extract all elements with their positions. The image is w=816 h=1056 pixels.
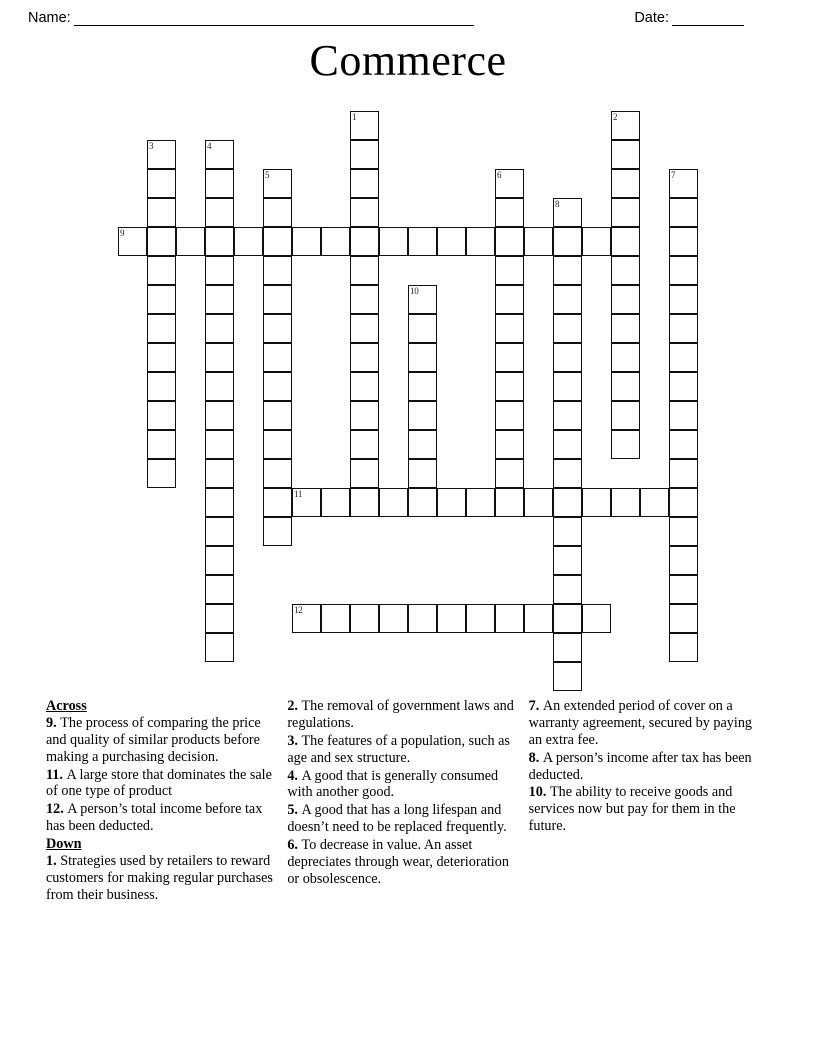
grid-cell[interactable] bbox=[263, 488, 292, 517]
grid-cell[interactable] bbox=[437, 604, 466, 633]
grid-cell[interactable] bbox=[147, 169, 176, 198]
clue-text: A person’s total income before tax has been deducted. bbox=[46, 801, 263, 835]
grid-cell[interactable] bbox=[147, 459, 176, 488]
grid-cell[interactable] bbox=[205, 285, 234, 314]
grid-cell[interactable] bbox=[205, 256, 234, 285]
grid-cell[interactable] bbox=[669, 198, 698, 227]
grid-cell[interactable] bbox=[495, 198, 524, 227]
grid-cell[interactable] bbox=[379, 227, 408, 256]
grid-cell-number: 9 bbox=[120, 227, 125, 238]
clue-text: The removal of government laws and regulations. bbox=[287, 698, 514, 731]
grid-cell[interactable] bbox=[147, 372, 176, 401]
clue-item bbox=[529, 698, 757, 749]
grid-cell[interactable] bbox=[263, 314, 292, 343]
grid-cell[interactable] bbox=[611, 488, 640, 517]
grid-cell[interactable] bbox=[611, 285, 640, 314]
clue-text: An extended period of cover on a warranty agreement, secured by paying an extra fee. bbox=[528, 698, 753, 748]
grid-cell[interactable] bbox=[437, 488, 466, 517]
grid-cell[interactable] bbox=[292, 604, 321, 633]
grid-cell[interactable] bbox=[147, 430, 176, 459]
grid-cell[interactable] bbox=[350, 401, 379, 430]
clue-item bbox=[46, 853, 274, 904]
clue-number: 11. bbox=[46, 766, 67, 783]
grid-cell[interactable] bbox=[611, 169, 640, 198]
grid-cell[interactable] bbox=[263, 198, 292, 227]
grid-cell[interactable] bbox=[350, 169, 379, 198]
grid-cell[interactable] bbox=[553, 314, 582, 343]
clue-text: A large store that dominates the sale of one type of product bbox=[46, 766, 272, 800]
grid-cell[interactable] bbox=[147, 140, 176, 169]
grid-cell[interactable] bbox=[524, 604, 553, 633]
grid-cell[interactable] bbox=[350, 285, 379, 314]
grid-cell[interactable] bbox=[524, 227, 553, 256]
grid-cell[interactable] bbox=[669, 256, 698, 285]
grid-cell[interactable] bbox=[553, 343, 582, 372]
grid-cell[interactable] bbox=[205, 343, 234, 372]
clue-item bbox=[287, 837, 515, 888]
grid-cell[interactable] bbox=[350, 372, 379, 401]
grid-cell[interactable] bbox=[350, 256, 379, 285]
grid-cell[interactable] bbox=[553, 198, 582, 227]
grid-cell[interactable] bbox=[611, 372, 640, 401]
grid-cell[interactable] bbox=[205, 227, 234, 256]
grid-cell[interactable] bbox=[553, 430, 582, 459]
grid-cell-number: 3 bbox=[149, 140, 154, 151]
grid-cell[interactable] bbox=[408, 459, 437, 488]
grid-cell[interactable] bbox=[321, 604, 350, 633]
grid-cell[interactable] bbox=[495, 256, 524, 285]
grid-cell-number: 8 bbox=[555, 198, 560, 209]
clue-text: A person’s income after tax has been deducted. bbox=[528, 749, 752, 783]
clue-number: 12. bbox=[46, 801, 68, 818]
grid-cell[interactable] bbox=[495, 401, 524, 430]
grid-cell[interactable] bbox=[553, 604, 582, 633]
grid-cell[interactable] bbox=[205, 314, 234, 343]
grid-cell[interactable] bbox=[205, 430, 234, 459]
clue-column bbox=[529, 698, 770, 998]
clue-text: To decrease in value. An asset depreciates through wear, deterioration or obsolescence. bbox=[287, 837, 509, 887]
grid-cell[interactable] bbox=[263, 227, 292, 256]
grid-cell[interactable] bbox=[611, 256, 640, 285]
grid-cell[interactable] bbox=[437, 227, 466, 256]
grid-cell[interactable] bbox=[495, 343, 524, 372]
grid-cell[interactable] bbox=[669, 169, 698, 198]
grid-cell[interactable] bbox=[611, 430, 640, 459]
grid-cell[interactable] bbox=[205, 372, 234, 401]
grid-cell-number: 10 bbox=[410, 285, 419, 296]
grid-cell[interactable] bbox=[611, 314, 640, 343]
grid-cell[interactable] bbox=[321, 488, 350, 517]
grid-cell[interactable] bbox=[147, 401, 176, 430]
clue-number: 9. bbox=[46, 714, 61, 731]
grid-cell[interactable] bbox=[669, 517, 698, 546]
grid-cell[interactable] bbox=[408, 488, 437, 517]
grid-cell[interactable] bbox=[582, 227, 611, 256]
grid-cell[interactable] bbox=[263, 517, 292, 546]
grid-cell[interactable] bbox=[495, 372, 524, 401]
grid-cell[interactable] bbox=[553, 285, 582, 314]
grid-cell[interactable] bbox=[611, 111, 640, 140]
clue-number: 5. bbox=[287, 802, 302, 819]
grid-cell[interactable] bbox=[147, 343, 176, 372]
clue-item bbox=[46, 801, 274, 835]
clue-item bbox=[287, 698, 515, 732]
grid-cell[interactable] bbox=[205, 575, 234, 604]
grid-cell[interactable] bbox=[669, 401, 698, 430]
clue-item bbox=[529, 750, 757, 784]
grid-cell[interactable] bbox=[495, 459, 524, 488]
grid-cell[interactable] bbox=[263, 256, 292, 285]
clue-number: 1. bbox=[46, 853, 61, 870]
grid-cell[interactable] bbox=[669, 285, 698, 314]
grid-cell-number: 2 bbox=[613, 111, 618, 122]
clue-text: The features of a population, such as age and sex structure. bbox=[287, 732, 510, 766]
grid-cell[interactable] bbox=[263, 372, 292, 401]
clue-text: Strategies used by retailers to reward customers for making regular purchases from their business. bbox=[46, 853, 273, 903]
grid-cell[interactable] bbox=[669, 430, 698, 459]
grid-cell[interactable] bbox=[408, 401, 437, 430]
grid-cell[interactable] bbox=[408, 314, 437, 343]
grid-cell[interactable] bbox=[205, 140, 234, 169]
grid-cell[interactable] bbox=[205, 169, 234, 198]
grid-cell[interactable] bbox=[263, 343, 292, 372]
grid-cell[interactable] bbox=[263, 169, 292, 198]
page-title: Commerce bbox=[309, 36, 507, 85]
grid-cell-number: 11 bbox=[294, 488, 303, 499]
grid-cell[interactable] bbox=[350, 111, 379, 140]
grid-cell[interactable] bbox=[611, 343, 640, 372]
grid-cell[interactable] bbox=[205, 488, 234, 517]
grid-cell[interactable] bbox=[234, 227, 263, 256]
grid-cell[interactable] bbox=[553, 227, 582, 256]
grid-cell[interactable] bbox=[495, 604, 524, 633]
clue-item bbox=[287, 768, 515, 802]
grid-cell[interactable] bbox=[466, 604, 495, 633]
grid-cell-number: 6 bbox=[497, 169, 502, 180]
grid-cell[interactable] bbox=[350, 430, 379, 459]
clue-item bbox=[287, 802, 515, 836]
grid-cell[interactable] bbox=[408, 372, 437, 401]
grid-cell[interactable] bbox=[553, 488, 582, 517]
grid-cell[interactable] bbox=[379, 488, 408, 517]
grid-cell[interactable] bbox=[611, 401, 640, 430]
grid-cell[interactable] bbox=[611, 140, 640, 169]
grid-cell[interactable] bbox=[611, 198, 640, 227]
grid-cell[interactable] bbox=[669, 314, 698, 343]
grid-cell[interactable] bbox=[350, 227, 379, 256]
grid-cell[interactable] bbox=[408, 343, 437, 372]
clue-section-heading: Across bbox=[46, 698, 87, 714]
grid-cell[interactable] bbox=[176, 227, 205, 256]
date-label: Date: bbox=[634, 10, 669, 26]
clue-text: A good that is generally consumed with another good. bbox=[287, 767, 499, 801]
grid-cell-number: 5 bbox=[265, 169, 270, 180]
grid-cell[interactable] bbox=[495, 169, 524, 198]
grid-cell[interactable] bbox=[147, 285, 176, 314]
grid-cell[interactable] bbox=[495, 488, 524, 517]
grid-cell[interactable] bbox=[553, 256, 582, 285]
grid-cell[interactable] bbox=[118, 227, 147, 256]
grid-cell[interactable] bbox=[321, 227, 350, 256]
grid-cell[interactable] bbox=[408, 227, 437, 256]
grid-cell[interactable] bbox=[669, 546, 698, 575]
grid-cell[interactable] bbox=[495, 285, 524, 314]
clue-text: The process of comparing the price and quality of similar products before making a purchasing decision. bbox=[46, 714, 261, 765]
clue-number: 7. bbox=[528, 698, 543, 714]
clue-number: 10. bbox=[528, 784, 550, 801]
clue-number: 6. bbox=[287, 837, 302, 854]
grid-cell[interactable] bbox=[669, 343, 698, 372]
grid-cell[interactable] bbox=[205, 198, 234, 227]
grid-cell[interactable] bbox=[292, 488, 321, 517]
grid-cell[interactable] bbox=[205, 517, 234, 546]
grid-cell[interactable] bbox=[408, 430, 437, 459]
grid-cell[interactable] bbox=[669, 575, 698, 604]
grid-cell[interactable] bbox=[553, 662, 582, 691]
clue-text: A good that has a long lifespan and doesn’t need to be replaced frequently. bbox=[287, 802, 507, 836]
grid-cell[interactable] bbox=[263, 459, 292, 488]
grid-cell[interactable] bbox=[553, 633, 582, 662]
grid-cell[interactable] bbox=[495, 314, 524, 343]
grid-cell[interactable] bbox=[263, 285, 292, 314]
clue-column bbox=[46, 698, 287, 998]
grid-cell[interactable] bbox=[669, 488, 698, 517]
grid-cell[interactable] bbox=[466, 488, 495, 517]
grid-cell[interactable] bbox=[553, 546, 582, 575]
name-label: Name: bbox=[28, 10, 71, 26]
grid-cell-number: 1 bbox=[352, 111, 357, 122]
grid-cell[interactable] bbox=[553, 459, 582, 488]
grid-cell[interactable] bbox=[205, 459, 234, 488]
clue-number: 3. bbox=[287, 732, 302, 749]
clue-item bbox=[46, 767, 274, 801]
grid-cell[interactable] bbox=[640, 488, 669, 517]
grid-cell-number: 12 bbox=[294, 604, 303, 615]
grid-cell[interactable] bbox=[408, 604, 437, 633]
grid-cell[interactable] bbox=[147, 256, 176, 285]
grid-cell[interactable] bbox=[263, 401, 292, 430]
grid-cell[interactable] bbox=[669, 372, 698, 401]
grid-cell[interactable] bbox=[553, 517, 582, 546]
grid-cell[interactable] bbox=[524, 488, 553, 517]
grid-cell[interactable] bbox=[147, 198, 176, 227]
grid-cell-number: 7 bbox=[671, 169, 676, 180]
grid-cell[interactable] bbox=[495, 227, 524, 256]
grid-cell[interactable] bbox=[495, 430, 524, 459]
clue-number: 4. bbox=[287, 767, 302, 784]
grid-cell[interactable] bbox=[350, 604, 379, 633]
grid-cell[interactable] bbox=[553, 372, 582, 401]
grid-cell[interactable] bbox=[205, 401, 234, 430]
grid-cell[interactable] bbox=[292, 227, 321, 256]
grid-cell[interactable] bbox=[350, 488, 379, 517]
grid-cell[interactable] bbox=[350, 459, 379, 488]
grid-cell[interactable] bbox=[379, 604, 408, 633]
grid-cell[interactable] bbox=[350, 343, 379, 372]
clue-item bbox=[529, 784, 757, 835]
grid-cell[interactable] bbox=[553, 401, 582, 430]
clue-section-heading: Down bbox=[46, 836, 82, 853]
grid-cell[interactable] bbox=[205, 633, 234, 662]
grid-cell[interactable] bbox=[408, 285, 437, 314]
clue-number: 8. bbox=[528, 749, 543, 766]
clue-item bbox=[46, 715, 274, 766]
grid-cell[interactable] bbox=[582, 488, 611, 517]
grid-cell[interactable] bbox=[669, 633, 698, 662]
grid-cell[interactable] bbox=[350, 314, 379, 343]
grid-cell[interactable] bbox=[669, 227, 698, 256]
clue-text: The ability to receive goods and services now but pay for them in the future. bbox=[528, 784, 736, 835]
grid-cell[interactable] bbox=[205, 604, 234, 633]
grid-cell[interactable] bbox=[466, 227, 495, 256]
grid-cell-number: 4 bbox=[207, 140, 212, 151]
grid-cell[interactable] bbox=[669, 604, 698, 633]
grid-cell[interactable] bbox=[350, 140, 379, 169]
grid-cell[interactable] bbox=[582, 604, 611, 633]
clue-item bbox=[287, 733, 515, 767]
clue-number: 2. bbox=[287, 698, 302, 714]
clues-section bbox=[0, 698, 816, 998]
grid-cell[interactable] bbox=[669, 459, 698, 488]
grid-cell[interactable] bbox=[147, 314, 176, 343]
grid-cell[interactable] bbox=[611, 227, 640, 256]
grid-cell[interactable] bbox=[553, 575, 582, 604]
grid-cell[interactable] bbox=[205, 546, 234, 575]
grid-cell[interactable] bbox=[263, 430, 292, 459]
clue-column bbox=[287, 698, 528, 998]
grid-cell[interactable] bbox=[350, 198, 379, 227]
grid-cell[interactable] bbox=[147, 227, 176, 256]
